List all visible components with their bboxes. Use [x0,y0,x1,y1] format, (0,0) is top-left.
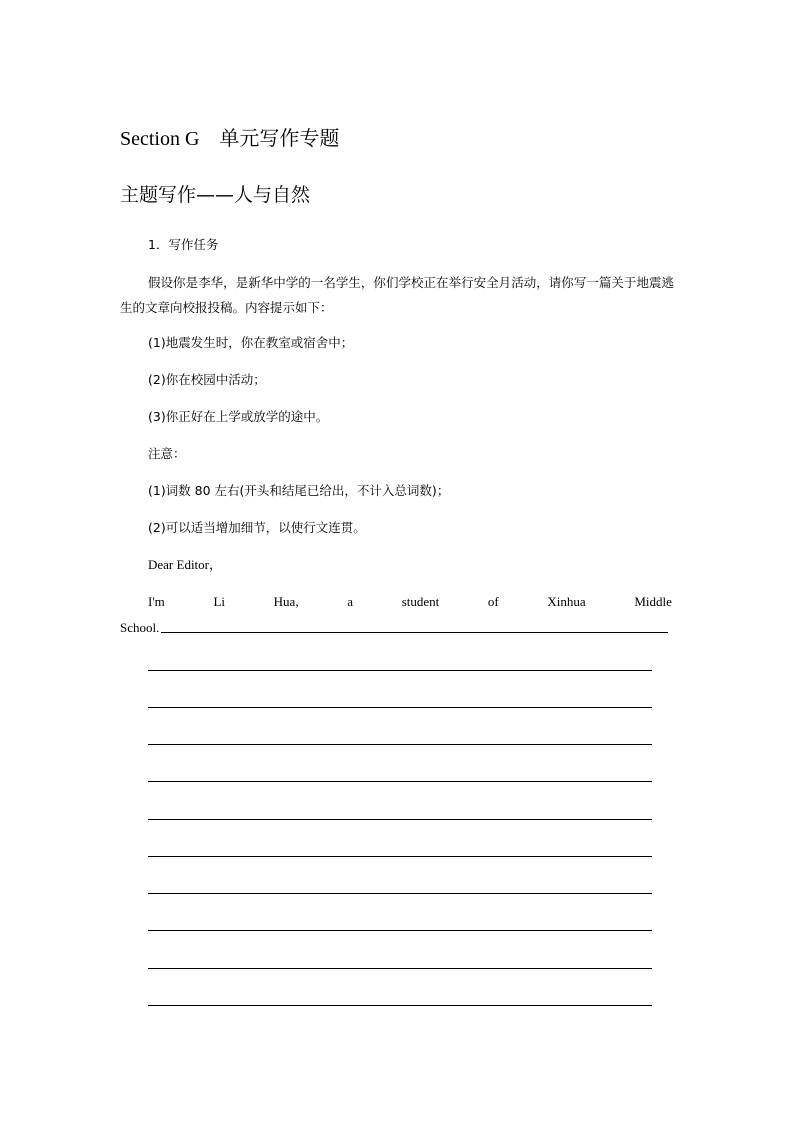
opening-word: student [401,594,440,609]
section-title: Section G 单元写作专题 [120,128,340,150]
note-item: (2)可以适当增加细节，以使行文连贯。 [148,520,366,535]
hint-item: (3)你正好在上学或放学的途中。 [148,409,329,424]
task-heading: 1．写作任务 [148,237,219,252]
letter-greeting: Dear Editor， [148,557,223,572]
writing-line[interactable] [148,781,652,782]
opening-word: I'm [148,594,165,609]
writing-line[interactable] [161,632,668,633]
writing-line[interactable] [148,968,652,969]
opening-word: of [487,594,499,609]
hint-item: (2)你在校园中活动； [148,372,266,387]
writing-line[interactable] [148,856,652,857]
prompt-paragraph: 假设你是李华，是新华中学的一名学生，你们学校正在举行安全月活动，请你写一篇关于地震逃生的文章向校报投稿。内容提示如下： [120,275,674,315]
writing-line[interactable] [148,670,652,671]
hint-item: (1)地震发生时，你在教室或宿舍中； [148,335,354,350]
opening-word: Li [213,594,226,609]
writing-line[interactable] [148,744,652,745]
letter-opening-line [120,593,672,611]
opening-word: Xinhua [547,594,586,609]
opening-word: Middle [634,594,672,609]
notes-label: 注意： [148,446,186,461]
writing-line[interactable] [148,819,652,820]
topic-title: 主题写作——人与自然 [120,184,311,206]
note-item: (1)词数 80 左右(开头和结尾已给出，不计入总词数)； [148,483,450,498]
writing-line[interactable] [148,1005,652,1006]
writing-line[interactable] [148,930,652,931]
writing-line[interactable] [148,707,652,708]
writing-line[interactable] [148,893,652,894]
letter-opening-continuation: School. [120,620,160,635]
opening-word: a [347,594,354,609]
opening-word: Hua, [273,594,299,609]
